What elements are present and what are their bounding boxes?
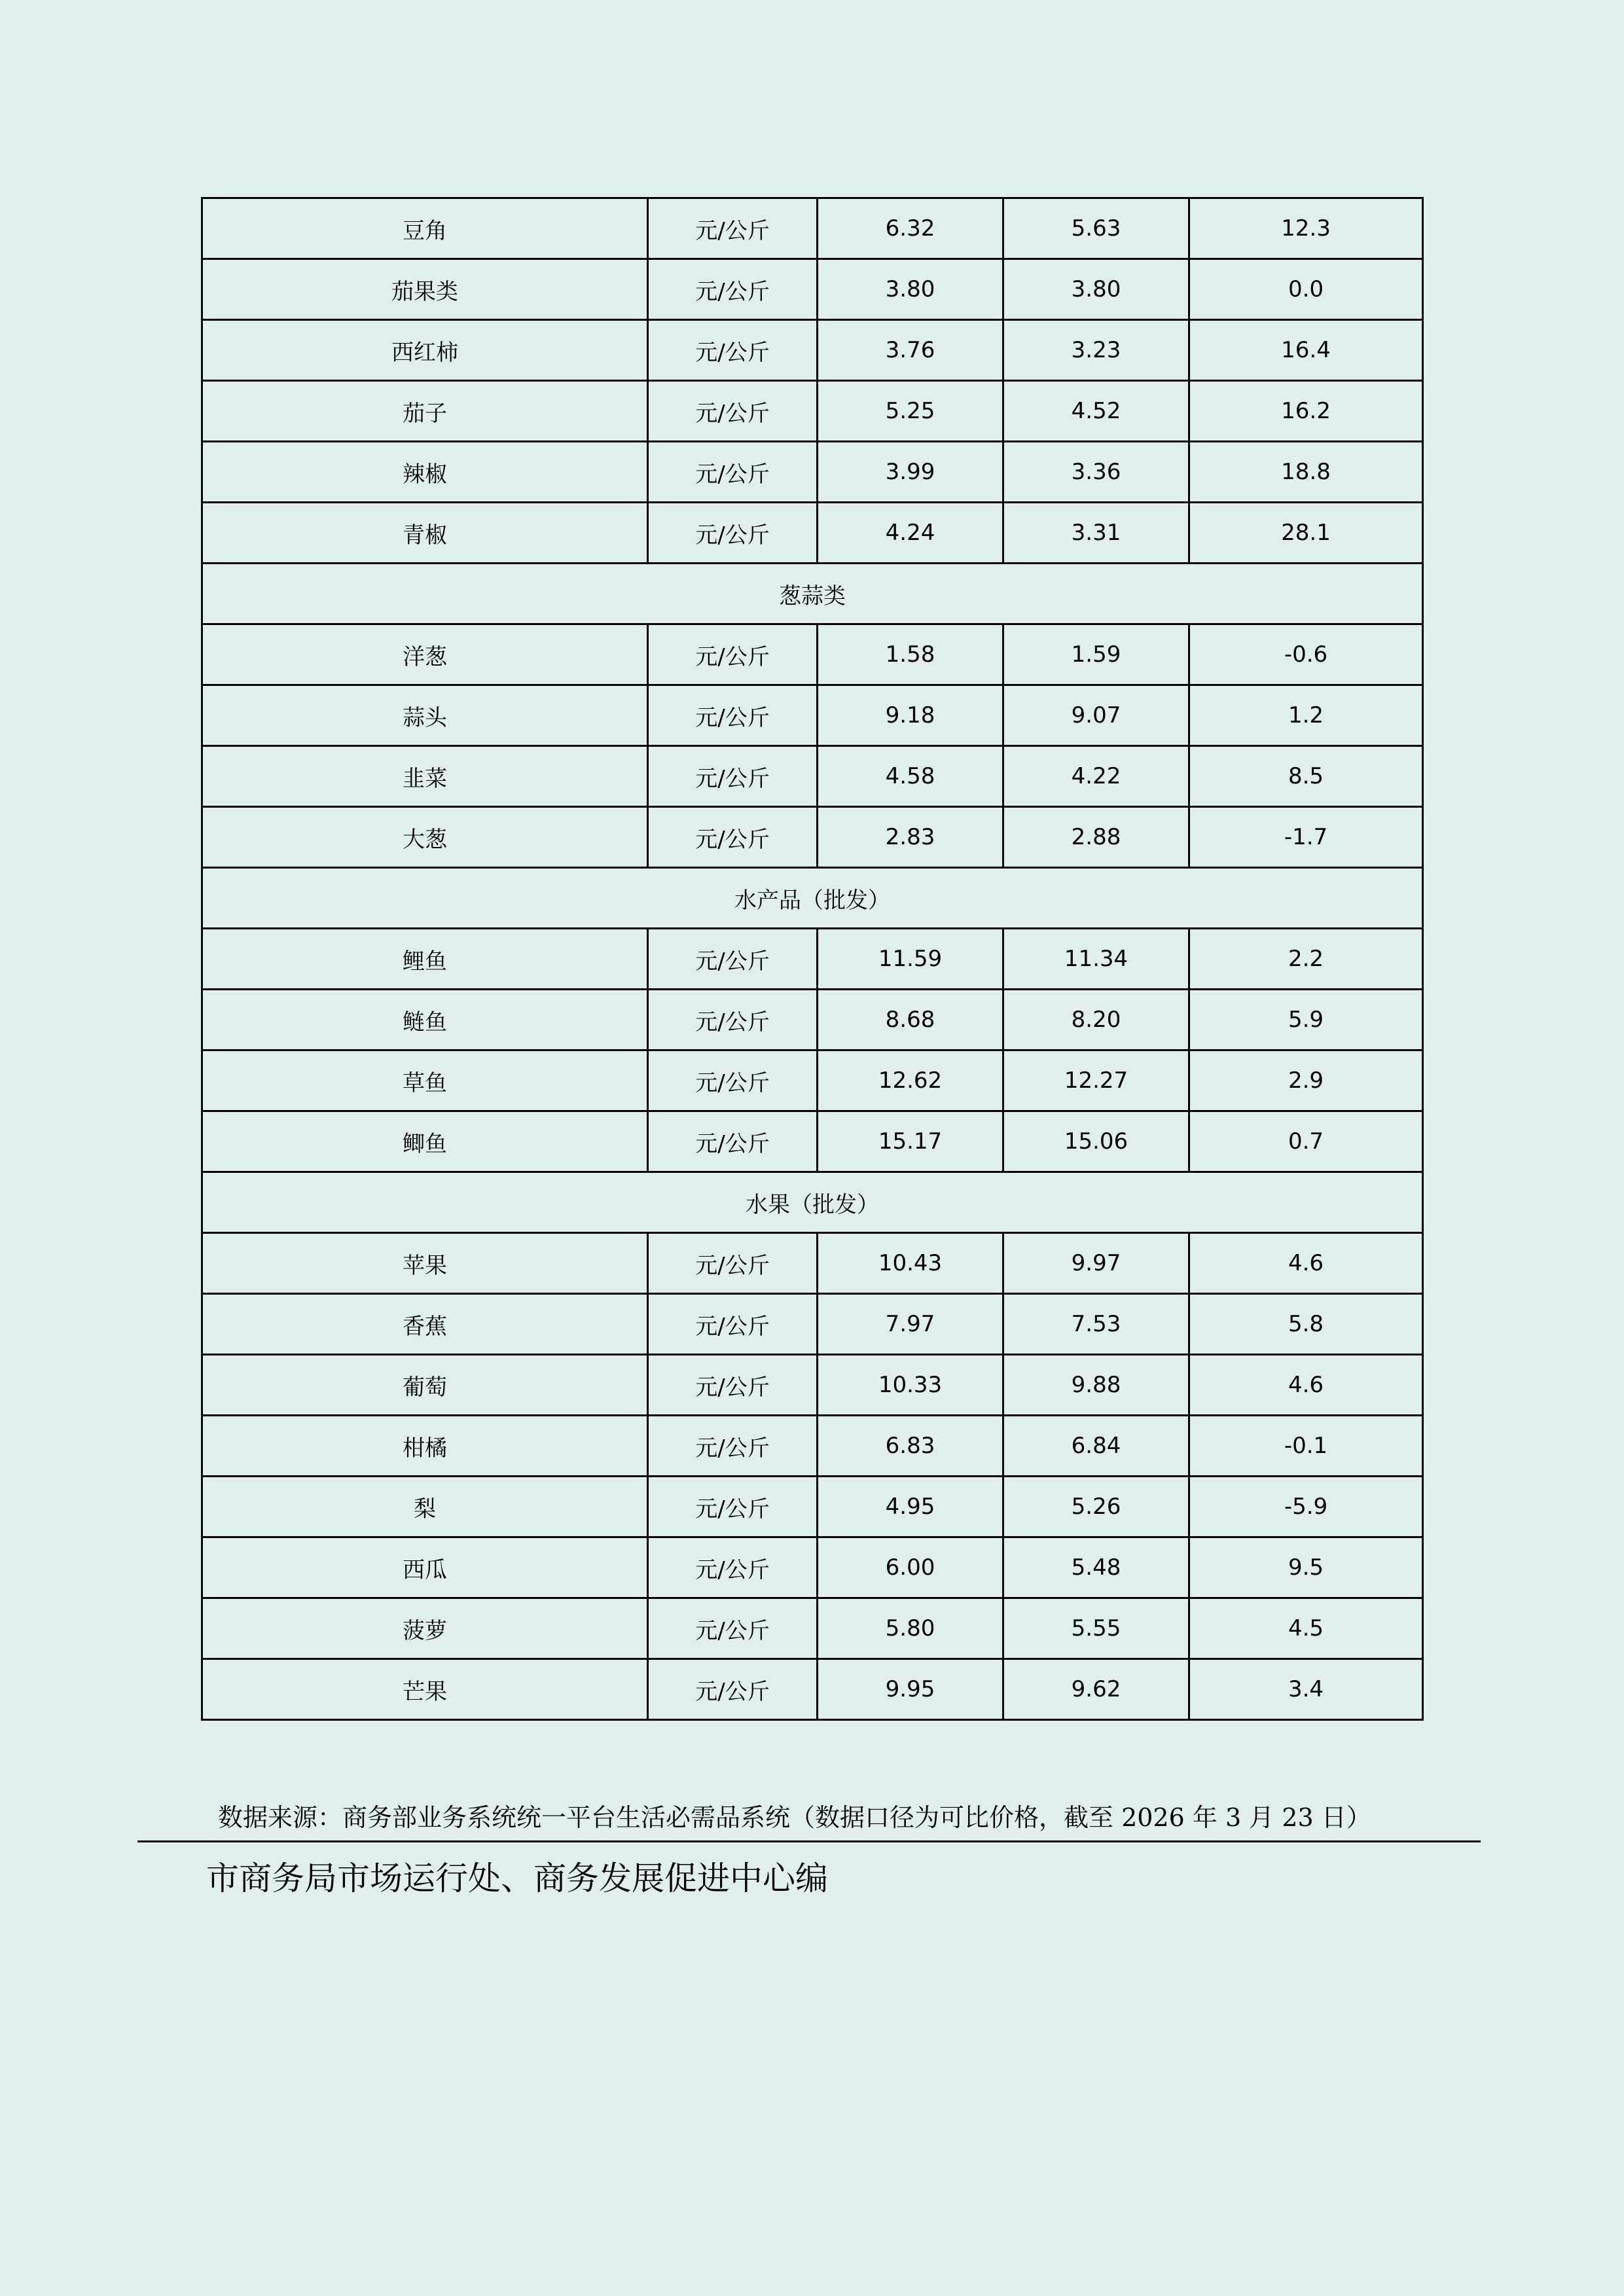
table-row [202,1416,1423,1477]
change-percent-cell: 4.6 [1189,1355,1423,1416]
change-percent-cell: 2.2 [1189,929,1423,990]
category-label: 水果（批发） [202,1172,1423,1233]
unit-cell: 元/公斤 [648,929,818,990]
unit-cell: 元/公斤 [648,1477,818,1537]
unit-cell: 元/公斤 [648,1598,818,1659]
current-price-cell: 6.83 [818,1416,1003,1477]
change-percent-cell: 16.2 [1189,381,1423,442]
item-name-cell: 洋葱 [202,624,648,685]
change-percent-cell: 12.3 [1189,198,1423,259]
current-price-cell: 2.83 [818,807,1003,868]
category-row [202,1172,1423,1233]
change-percent-cell: 16.4 [1189,320,1423,381]
unit-cell: 元/公斤 [648,624,818,685]
unit-cell: 元/公斤 [648,746,818,807]
item-name-cell: 韭菜 [202,746,648,807]
table-row [202,1355,1423,1416]
item-name-cell: 鲫鱼 [202,1111,648,1172]
price-table-body [202,198,1423,1720]
item-name-cell: 蒜头 [202,685,648,746]
category-label: 水产品（批发） [202,868,1423,929]
previous-price-cell: 8.20 [1003,990,1189,1050]
unit-cell: 元/公斤 [648,1111,818,1172]
unit-cell: 元/公斤 [648,381,818,442]
previous-price-cell: 1.59 [1003,624,1189,685]
change-percent-cell: 18.8 [1189,442,1423,503]
unit-cell: 元/公斤 [648,1416,818,1477]
change-percent-cell: 4.5 [1189,1598,1423,1659]
current-price-cell: 9.95 [818,1659,1003,1720]
data-source-note: 数据来源：商务部业务系统统一平台生活必需品系统（数据口径为可比价格，截至 2026 年 3 月 23 日） [218,1803,1371,1832]
current-price-cell: 8.68 [818,990,1003,1050]
unit-cell: 元/公斤 [648,990,818,1050]
change-percent-cell: 5.8 [1189,1294,1423,1355]
current-price-cell: 1.58 [818,624,1003,685]
previous-price-cell: 3.31 [1003,503,1189,564]
table-row [202,1111,1423,1172]
previous-price-cell: 6.84 [1003,1416,1189,1477]
previous-price-cell: 9.62 [1003,1659,1189,1720]
previous-price-cell: 5.26 [1003,1477,1189,1537]
change-percent-cell: 9.5 [1189,1537,1423,1598]
table-row [202,1294,1423,1355]
unit-cell: 元/公斤 [648,198,818,259]
unit-cell: 元/公斤 [648,259,818,320]
item-name-cell: 西瓜 [202,1537,648,1598]
current-price-cell: 3.99 [818,442,1003,503]
previous-price-cell: 9.97 [1003,1233,1189,1294]
table-row [202,442,1423,503]
previous-price-cell: 5.55 [1003,1598,1189,1659]
unit-cell: 元/公斤 [648,1233,818,1294]
table-row [202,1477,1423,1537]
change-percent-cell: 0.7 [1189,1111,1423,1172]
unit-cell: 元/公斤 [648,807,818,868]
item-name-cell: 菠萝 [202,1598,648,1659]
table-row [202,503,1423,564]
change-percent-cell: 0.0 [1189,259,1423,320]
previous-price-cell: 3.36 [1003,442,1189,503]
table-row [202,320,1423,381]
previous-price-cell: 11.34 [1003,929,1189,990]
current-price-cell: 4.24 [818,503,1003,564]
current-price-cell: 12.62 [818,1050,1003,1111]
table-row [202,381,1423,442]
item-name-cell: 青椒 [202,503,648,564]
table-row [202,1233,1423,1294]
price-table [201,197,1424,1721]
current-price-cell: 10.43 [818,1233,1003,1294]
editor-credit: 市商务局市场运行处、商务发展促进中心编 [206,1859,828,1897]
current-price-cell: 15.17 [818,1111,1003,1172]
change-percent-cell: 28.1 [1189,503,1423,564]
previous-price-cell: 12.27 [1003,1050,1189,1111]
current-price-cell: 5.25 [818,381,1003,442]
item-name-cell: 草鱼 [202,1050,648,1111]
current-price-cell: 10.33 [818,1355,1003,1416]
item-name-cell: 柑橘 [202,1416,648,1477]
footer-divider [137,1840,1481,1842]
previous-price-cell: 9.88 [1003,1355,1189,1416]
item-name-cell: 香蕉 [202,1294,648,1355]
current-price-cell: 4.58 [818,746,1003,807]
table-row [202,624,1423,685]
unit-cell: 元/公斤 [648,1659,818,1720]
previous-price-cell: 5.63 [1003,198,1189,259]
previous-price-cell: 7.53 [1003,1294,1189,1355]
current-price-cell: 6.32 [818,198,1003,259]
current-price-cell: 4.95 [818,1477,1003,1537]
current-price-cell: 6.00 [818,1537,1003,1598]
unit-cell: 元/公斤 [648,1050,818,1111]
current-price-cell: 3.80 [818,259,1003,320]
change-percent-cell: 5.9 [1189,990,1423,1050]
table-row [202,1050,1423,1111]
table-row [202,807,1423,868]
current-price-cell: 9.18 [818,685,1003,746]
change-percent-cell: -0.1 [1189,1416,1423,1477]
previous-price-cell: 4.22 [1003,746,1189,807]
item-name-cell: 茄子 [202,381,648,442]
item-name-cell: 辣椒 [202,442,648,503]
item-name-cell: 葡萄 [202,1355,648,1416]
previous-price-cell: 9.07 [1003,685,1189,746]
unit-cell: 元/公斤 [648,1294,818,1355]
previous-price-cell: 5.48 [1003,1537,1189,1598]
table-row [202,685,1423,746]
previous-price-cell: 4.52 [1003,381,1189,442]
unit-cell: 元/公斤 [648,1537,818,1598]
table-row [202,198,1423,259]
category-row [202,564,1423,624]
item-name-cell: 梨 [202,1477,648,1537]
current-price-cell: 3.76 [818,320,1003,381]
table-row [202,259,1423,320]
item-name-cell: 豆角 [202,198,648,259]
category-label: 葱蒜类 [202,564,1423,624]
previous-price-cell: 3.23 [1003,320,1189,381]
item-name-cell: 鲢鱼 [202,990,648,1050]
table-row [202,1537,1423,1598]
unit-cell: 元/公斤 [648,685,818,746]
current-price-cell: 7.97 [818,1294,1003,1355]
unit-cell: 元/公斤 [648,1355,818,1416]
previous-price-cell: 3.80 [1003,259,1189,320]
previous-price-cell: 15.06 [1003,1111,1189,1172]
table-row [202,929,1423,990]
item-name-cell: 西红柿 [202,320,648,381]
change-percent-cell: 8.5 [1189,746,1423,807]
change-percent-cell: -0.6 [1189,624,1423,685]
unit-cell: 元/公斤 [648,320,818,381]
previous-price-cell: 2.88 [1003,807,1189,868]
unit-cell: 元/公斤 [648,442,818,503]
current-price-cell: 11.59 [818,929,1003,990]
current-price-cell: 5.80 [818,1598,1003,1659]
category-row [202,868,1423,929]
table-row [202,1659,1423,1720]
table-row [202,1598,1423,1659]
item-name-cell: 茄果类 [202,259,648,320]
unit-cell: 元/公斤 [648,503,818,564]
change-percent-cell: 1.2 [1189,685,1423,746]
change-percent-cell: -1.7 [1189,807,1423,868]
change-percent-cell: -5.9 [1189,1477,1423,1537]
table-row [202,746,1423,807]
item-name-cell: 苹果 [202,1233,648,1294]
table-row [202,990,1423,1050]
change-percent-cell: 4.6 [1189,1233,1423,1294]
item-name-cell: 鲤鱼 [202,929,648,990]
item-name-cell: 芒果 [202,1659,648,1720]
change-percent-cell: 2.9 [1189,1050,1423,1111]
change-percent-cell: 3.4 [1189,1659,1423,1720]
item-name-cell: 大葱 [202,807,648,868]
